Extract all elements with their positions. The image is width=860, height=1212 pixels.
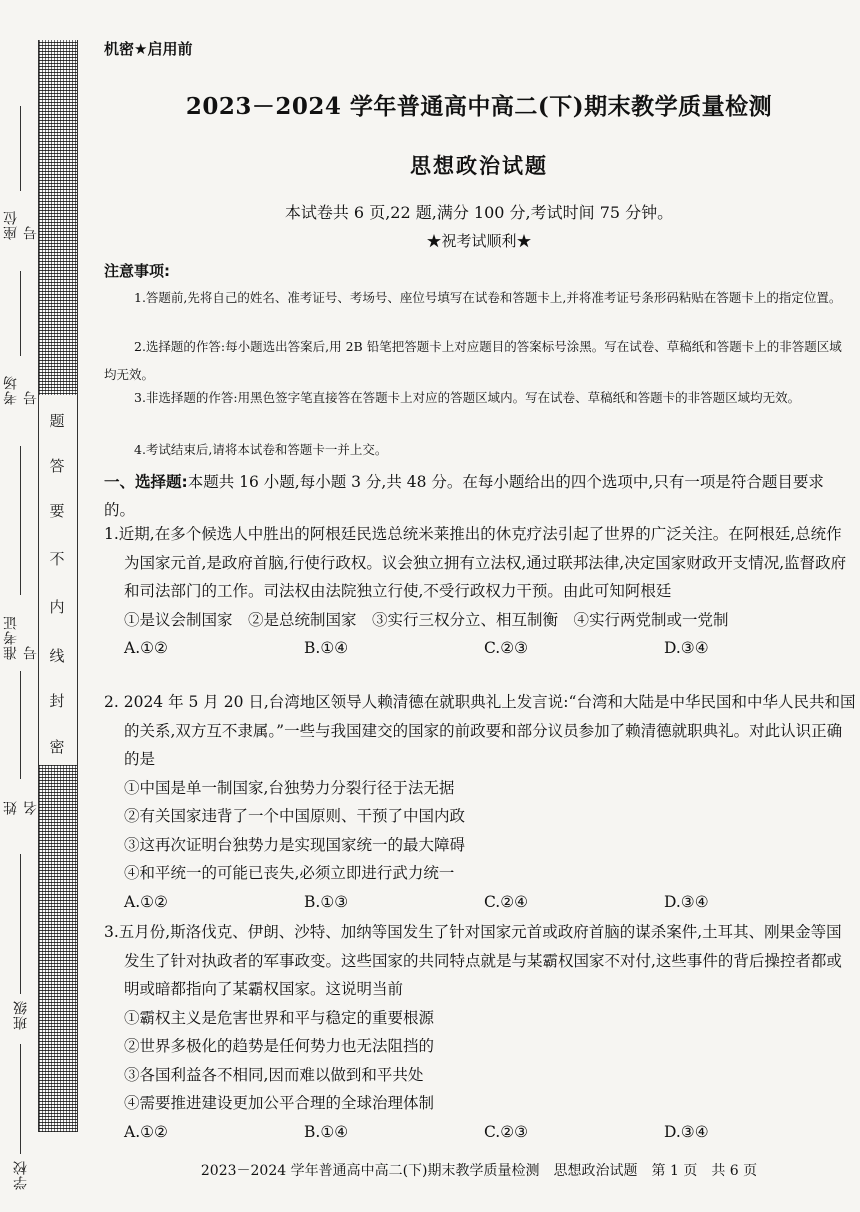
choice-d[interactable]: D.③④ bbox=[664, 639, 709, 657]
answer-choices bbox=[104, 888, 856, 917]
question-option: ④需要推进建设更加公平合理的全球治理体制 bbox=[124, 1094, 435, 1112]
seal-char: 答 bbox=[49, 457, 65, 475]
confidential-mark: 机密★启用前 bbox=[104, 40, 193, 58]
question-stem: 1.近期,在多个候选人中胜出的阿根廷民选总统米莱推出的休克疗法引起了世界的广泛关注。在阿根廷,总统作为国家元首,是政府首脑,行使行政权。议会独立拥有立法权,通过联邦法律,决定国家财政开支情况,监督政府和司法部门的工作。司法权由法院独立行使,不受行政权力干预。由此可知阿根廷 bbox=[104, 525, 847, 600]
school-label: 学校 bbox=[13, 1160, 29, 1190]
name-label: 姓名 bbox=[3, 800, 39, 815]
seal-char: 要 bbox=[49, 502, 65, 520]
section-text: 本题共 16 小题,每小题 3 分,共 48 分。在每小题给出的四个选项中,只有一项是符合题目要求的。 bbox=[104, 473, 824, 519]
choice-c[interactable]: C.②③ bbox=[484, 639, 529, 657]
choice-b[interactable]: B.①④ bbox=[304, 639, 349, 657]
question-option: ②世界多极化的趋势是任何势力也无法阻挡的 bbox=[124, 1037, 435, 1055]
exam-info: 本试卷共 6 页,22 题,满分 100 分,考试时间 75 分钟。 bbox=[284, 203, 674, 222]
name-field[interactable] bbox=[3, 665, 39, 815]
admission-number-label: 准考证号 bbox=[3, 615, 39, 660]
question-option: ①是议会制国家 ②是总统制国家 ③实行三权分立、相互制衡 ④实行两党制或一党制 bbox=[124, 610, 729, 629]
question-option: ②有关国家违背了一个中国原则、干预了中国内政 bbox=[124, 807, 466, 825]
notice-item: 1.答题前,先将自己的姓名、准考证号、考场号、座位号填写在试卷和答题卡上,并将准考证号条形码粘贴在答题卡上的指定位置。 bbox=[134, 290, 842, 305]
choice-d[interactable]: D.③④ bbox=[664, 892, 709, 911]
seal-char: 封 bbox=[49, 692, 65, 710]
exam-subject: 思想政治试题 bbox=[410, 153, 548, 178]
question-1 bbox=[104, 520, 856, 663]
exam-room-label: 考场号 bbox=[3, 375, 39, 405]
answer-choices bbox=[104, 634, 856, 663]
choice-c[interactable]: C.②④ bbox=[484, 892, 529, 911]
answer-choices bbox=[104, 1118, 856, 1147]
question-option: ③这再次证明台独势力是实现国家统一的最大障碍 bbox=[124, 835, 466, 854]
binding-margin bbox=[0, 0, 92, 1212]
seat-number-label: 座位号 bbox=[3, 210, 39, 240]
choice-a[interactable]: A.①② bbox=[124, 892, 168, 911]
question-option: ①中国是单一制国家,台独势力分裂行径于法无据 bbox=[124, 778, 455, 797]
seal-char: 内 bbox=[49, 598, 65, 616]
question-2 bbox=[104, 688, 856, 916]
notice-item: 2.选择题的作答:每小题选出答案后,用 2B 铅笔把答题卡上对应题目的答案标号涂黑。写在试卷、草稿纸和答题卡上的非答题区域均无效。 bbox=[104, 339, 842, 382]
section-heading bbox=[104, 468, 854, 524]
seal-char: 不 bbox=[49, 550, 65, 568]
choice-d[interactable]: D.③④ bbox=[664, 1122, 709, 1141]
question-option: ①霸权主义是危害世界和平与稳定的重要根源 bbox=[124, 1008, 435, 1027]
class-label: 班级 bbox=[13, 1000, 29, 1030]
admission-number-field[interactable] bbox=[3, 440, 39, 660]
question-stem: 2. 2024 年 5 月 20 日,台湾地区领导人赖清德在就职典礼上发言说:“台湾和大陆是中华民国和中华人民共和国的关系,双方互不隶属。”一些与我国建交的国家的前政要和部分议员参加了赖清德就职典礼。对此认识正确的是 bbox=[104, 693, 856, 768]
class-field[interactable] bbox=[8, 840, 34, 1030]
choice-b[interactable]: B.①③ bbox=[304, 892, 349, 911]
exam-room-field[interactable] bbox=[3, 265, 39, 405]
notice-heading: 注意事项: bbox=[104, 262, 170, 280]
seat-number-field[interactable] bbox=[3, 100, 39, 240]
choice-a[interactable]: A.①② bbox=[124, 639, 168, 657]
question-3 bbox=[104, 918, 856, 1146]
question-stem: 3.五月份,斯洛伐克、伊朗、沙特、加纳等国发生了针对国家元首或政府首脑的谋杀案件,土耳其、刚果金等国发生了针对执政者的军事政变。这些国家的共同特点就是与某霸权国家不对付,这些事件的背后操控者都或明或暗都指向了某霸权国家。这说明当前 bbox=[104, 923, 842, 998]
choice-b[interactable]: B.①④ bbox=[304, 1122, 349, 1141]
question-option: ③各国利益各不相同,因而难以做到和平共处 bbox=[124, 1065, 424, 1084]
exam-wish: ★祝考试顺利★ bbox=[426, 232, 532, 250]
choice-c[interactable]: C.②③ bbox=[484, 1122, 529, 1141]
question-option: ④和平统一的可能已丧失,必须立即进行武力统一 bbox=[124, 864, 455, 882]
page-footer: 2023－2024 学年普通高中高二(下)期末教学质量检测 思想政治试题 第 1 页 共 6 页 bbox=[200, 1163, 758, 1179]
seal-char: 题 bbox=[49, 412, 65, 430]
section-label: 一、选择题: bbox=[104, 473, 188, 491]
choice-a[interactable]: A.①② bbox=[124, 1122, 168, 1141]
seal-char: 密 bbox=[49, 738, 65, 756]
school-field[interactable] bbox=[8, 1030, 34, 1190]
notice-item: 4.考试结束后,请将本试卷和答题卡一并上交。 bbox=[134, 442, 388, 457]
seal-char: 线 bbox=[49, 647, 65, 665]
exam-title: 2023－2024 学年普通高中高二(下)期末教学质量检测 bbox=[185, 93, 773, 120]
notice-item: 3.非选择题的作答:用黑色签字笔直接答在答题卡上对应的答题区域内。写在试卷、草稿纸和答题卡的非答题区域均无效。 bbox=[134, 390, 801, 405]
